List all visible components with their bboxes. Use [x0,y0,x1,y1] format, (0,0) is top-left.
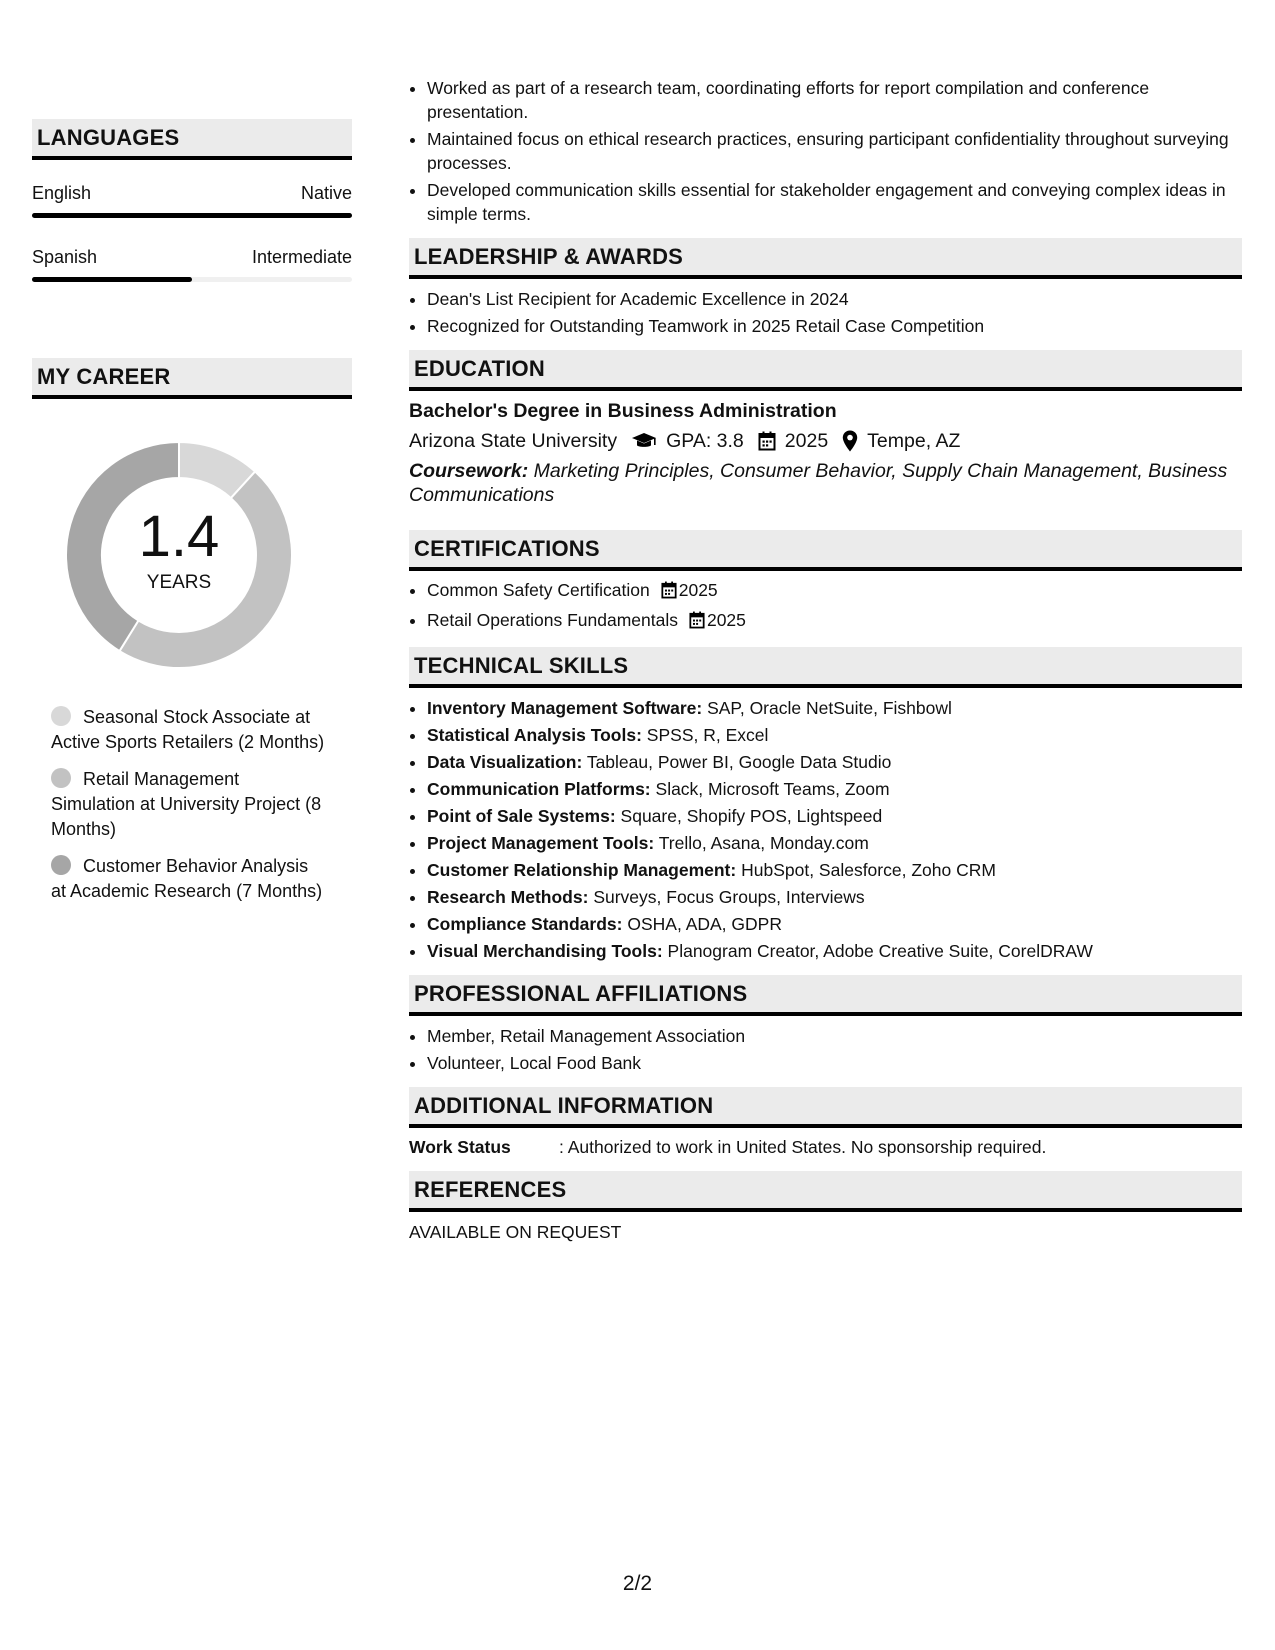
list-item: • Developed communication skills essential for stakeholder engagement and conveying complex ideas in simple terms. [427,178,1242,226]
language-spanish [32,246,352,282]
career-legend [51,705,326,904]
additional-info-heading: ADDITIONAL INFORMATION [409,1087,1242,1128]
career-legend-label: Retail Management Simulation at University Project (8 Months) [51,769,322,839]
list-item: • Volunteer, Local Food Bank [427,1051,1242,1075]
coursework-label: Coursework: [409,460,529,482]
legend-dot-icon [51,706,71,726]
languages-heading: LANGUAGES [32,119,352,160]
leadership-heading: LEADERSHIP & AWARDS [409,238,1242,279]
skill-value: Surveys, Focus Groups, Interviews [593,887,865,907]
skill-item [427,804,1242,828]
skill-value: Tableau, Power BI, Google Data Studio [586,752,892,772]
skill-item [427,858,1242,882]
calendar-icon [758,431,776,451]
language-level: Intermediate [251,247,352,267]
skill-label: Data Visualization: [427,752,583,772]
list-item: • Recognized for Outstanding Teamwork in 2025 Retail Case Competition [427,314,1242,338]
skill-item [427,750,1242,774]
skill-value: Slack, Microsoft Teams, Zoom [655,779,890,799]
certifications-heading: CERTIFICATIONS [409,530,1242,571]
skill-value: Trello, Asana, Monday.com [658,833,869,853]
language-proficiency-fill [32,213,352,218]
work-status-value: : Authorized to work in United States. No sponsorship required. [559,1137,1047,1157]
certification-year: 2025 [678,580,718,600]
certification-year: 2025 [706,610,746,630]
career-legend-item [51,705,326,755]
skill-item [427,696,1242,720]
skill-value: Square, Shopify POS, Lightspeed [620,806,883,826]
affiliations-heading: PROFESSIONAL AFFILIATIONS [409,975,1242,1016]
skill-label: Project Management Tools: [427,833,655,853]
skill-item [427,777,1242,801]
education-details [409,428,1242,454]
certification-name: Common Safety Certification [427,580,650,600]
skill-label: Research Methods: [427,887,589,907]
work-status-row [409,1135,1242,1159]
graduation-cap-icon [631,432,657,450]
technical-skills-heading: TECHNICAL SKILLS [409,647,1242,688]
language-proficiency-bar [32,213,352,218]
skill-value: OSHA, ADA, GDPR [627,914,782,934]
references-heading: REFERENCES [409,1171,1242,1212]
legend-dot-icon [51,855,71,875]
skill-value: SAP, Oracle NetSuite, Fishbowl [707,698,952,718]
career-legend-label: Seasonal Stock Associate at Active Sports Retailers (2 Months) [51,707,325,752]
language-level: Native [300,183,352,203]
list-item: • Member, Retail Management Association [427,1024,1242,1048]
language-proficiency-bar [32,277,352,282]
work-status-label: Work Status [409,1137,511,1157]
skill-item [427,939,1242,963]
list-item: • Maintained focus on ethical research practices, ensuring participant confidentiality throughout surveying processes. [427,127,1242,175]
education-heading: EDUCATION [409,350,1242,391]
leadership-list [409,287,1242,338]
language-name: English [32,183,92,203]
degree-title: Bachelor's Degree in Business Administration [409,400,837,422]
skill-value: Planogram Creator, Adobe Creative Suite, CorelDRAW [667,941,1093,961]
location: Tempe, AZ [867,430,961,452]
language-proficiency-fill [32,277,192,282]
certifications-list [409,578,1242,635]
career-donut-chart [65,441,293,669]
skill-label: Communication Platforms: [427,779,651,799]
references-text: AVAILABLE ON REQUEST [409,1222,622,1242]
coursework-text: Marketing Principles, Consumer Behavior, Supply Chain Management, Business Communications [409,460,1228,506]
skill-label: Point of Sale Systems: [427,806,616,826]
right-column [409,76,1242,1244]
skill-item [427,885,1242,909]
calendar-icon [661,581,677,605]
skill-label: Customer Relationship Management: [427,860,737,880]
certification-item [427,578,1242,605]
list-item: • Worked as part of a research team, coordinating efforts for report compilation and conference presentation. [427,76,1242,124]
skill-label: Inventory Management Software: [427,698,703,718]
skill-item [427,912,1242,936]
language-name: Spanish [32,247,98,267]
language-english [32,182,352,218]
career-total-value: 1.4 [138,504,220,569]
career-total-unit: YEARS [146,572,212,593]
affiliations-list [409,1024,1242,1075]
legend-dot-icon [51,768,71,788]
research-bullets [409,76,1242,226]
calendar-icon [689,611,705,635]
page-number: 2/2 [622,1572,653,1595]
skill-label: Visual Merchandising Tools: [427,941,663,961]
technical-skills-list [409,696,1242,963]
skill-item [427,723,1242,747]
skill-label: Statistical Analysis Tools: [427,725,642,745]
coursework [409,459,1242,507]
skill-value: HubSpot, Salesforce, Zoho CRM [741,860,996,880]
career-legend-item [51,767,326,842]
skill-value: SPSS, R, Excel [646,725,769,745]
career-legend-item [51,854,326,904]
skill-item [427,831,1242,855]
skill-label: Compliance Standards: [427,914,623,934]
career-heading: MY CAREER [32,358,352,399]
career-legend-label: Customer Behavior Analysis at Academic Research (7 Months) [51,856,323,901]
list-item: • Dean's List Recipient for Academic Excellence in 2024 [427,287,1242,311]
graduation-year: 2025 [784,430,829,452]
left-column [32,119,352,916]
school-name: Arizona State University [409,430,618,452]
gpa: GPA: 3.8 [666,430,744,452]
location-pin-icon [842,430,858,452]
certification-item [427,608,1242,635]
certification-name: Retail Operations Fundamentals [427,610,678,630]
